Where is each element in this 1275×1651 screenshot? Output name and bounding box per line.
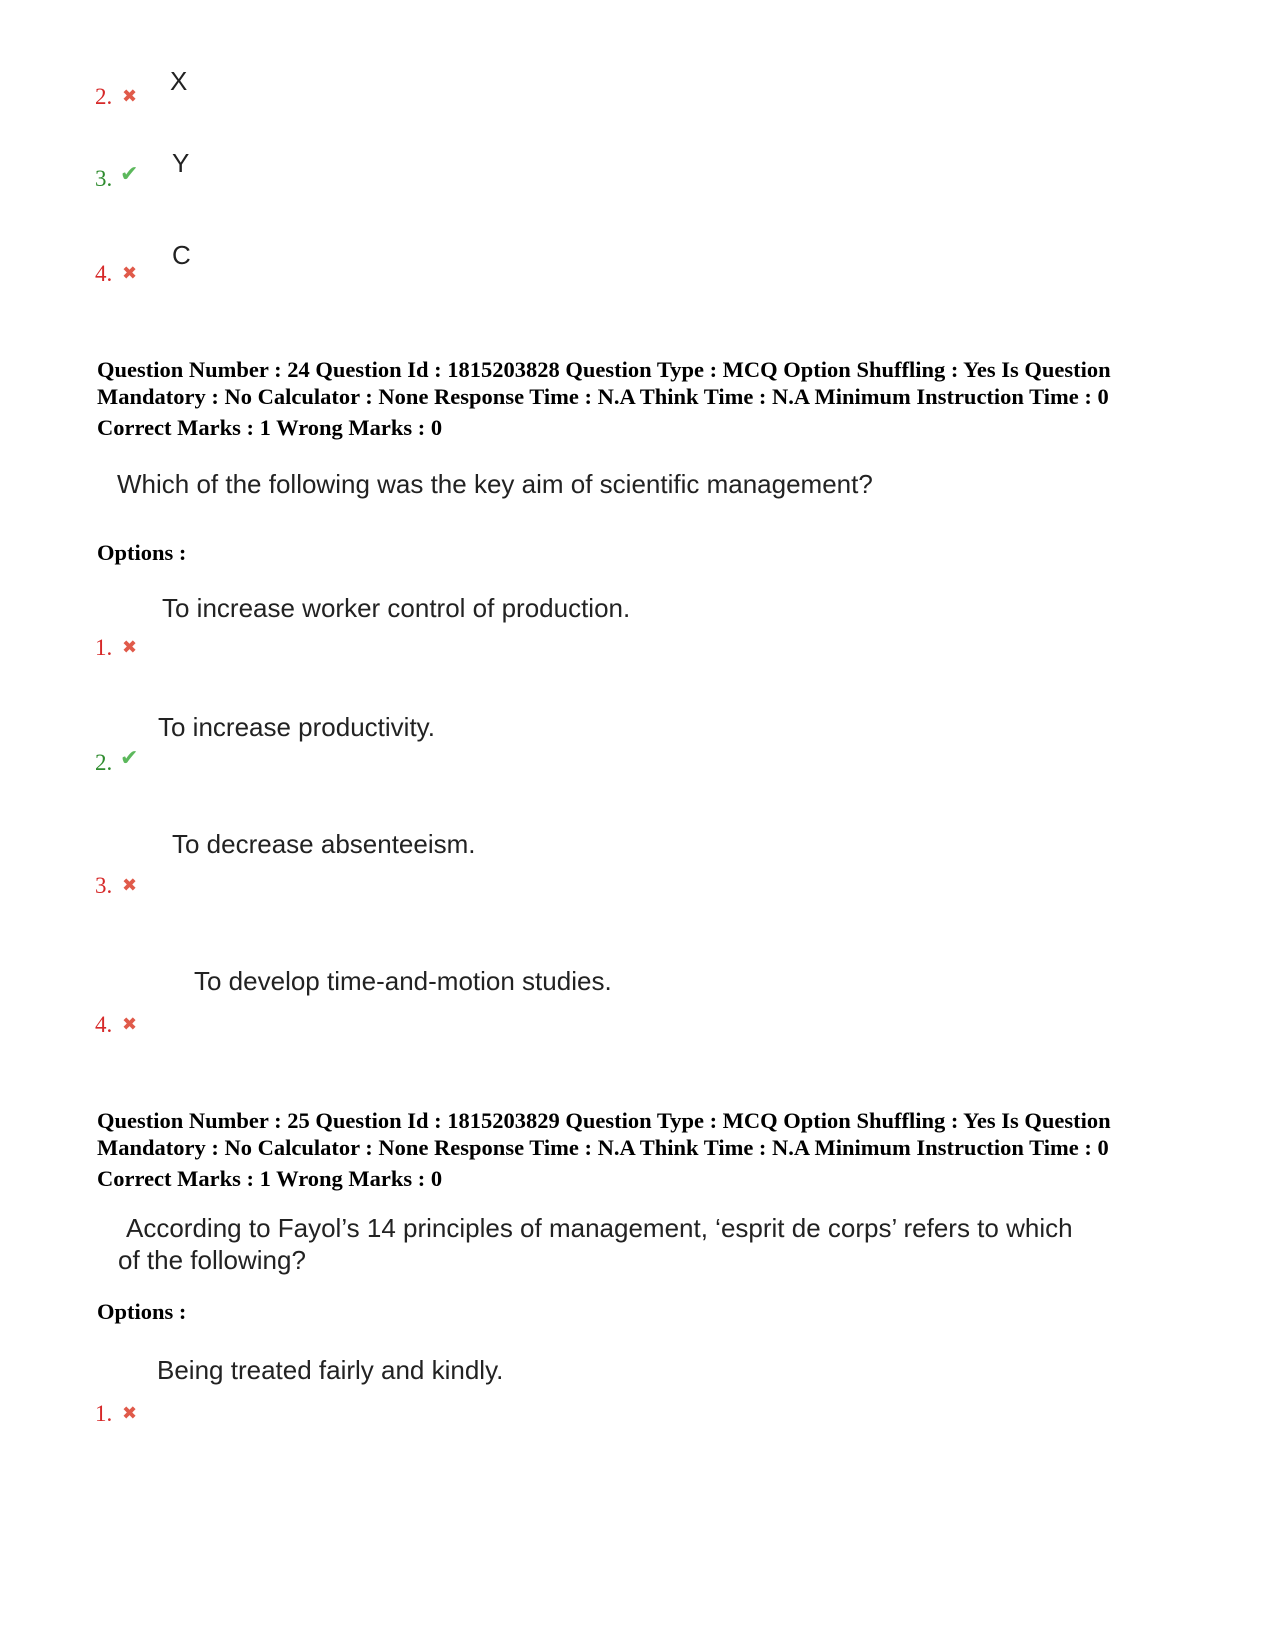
cross-icon: ✖ xyxy=(122,1403,138,1424)
question-meta xyxy=(97,1107,1187,1161)
meta-line-1: Question Number : 25 Question Id : 1815203829 Question Type : MCQ Option Shuffling : Yes Is Question xyxy=(97,1108,1111,1133)
question-text xyxy=(118,1212,1073,1276)
options-label: Options : xyxy=(97,540,187,565)
question-text-line-2: of the following? xyxy=(118,1245,306,1275)
option-text: C xyxy=(172,240,191,270)
option-number: 3. xyxy=(95,873,113,898)
cross-icon: ✖ xyxy=(122,1014,138,1035)
cross-icon: ✖ xyxy=(122,637,138,658)
option-number: 1. xyxy=(95,635,113,660)
option-number: 4. xyxy=(95,261,113,286)
meta-line-1: Question Number : 24 Question Id : 1815203828 Question Type : MCQ Option Shuffling : Yes Is Question xyxy=(97,357,1111,382)
meta-line-2: Mandatory : No Calculator : None Response Time : N.A Think Time : N.A Minimum Instruction Time : 0 xyxy=(97,384,1109,409)
question-text-line-1: According to Fayol’s 14 principles of management, ‘esprit de corps’ refers to which xyxy=(126,1213,1073,1243)
cross-icon: ✖ xyxy=(122,86,138,107)
question-marks: Correct Marks : 1 Wrong Marks : 0 xyxy=(97,1166,443,1191)
option-number: 4. xyxy=(95,1012,113,1037)
options-label: Options : xyxy=(97,1299,187,1324)
option-text: To develop time-and-motion studies. xyxy=(194,966,612,996)
option-text: X xyxy=(170,66,188,96)
option-number: 2. xyxy=(95,84,113,109)
cross-icon: ✖ xyxy=(122,875,138,896)
option-text: To decrease absenteeism. xyxy=(172,829,476,859)
option-number: 3. xyxy=(95,166,113,191)
option-text: Being treated fairly and kindly. xyxy=(157,1355,504,1385)
option-text: Y xyxy=(172,148,190,178)
question-meta xyxy=(97,356,1187,410)
meta-line-2: Mandatory : No Calculator : None Response Time : N.A Think Time : N.A Minimum Instruction Time : 0 xyxy=(97,1135,1109,1160)
option-number: 2. xyxy=(95,750,113,775)
option-text: To increase worker control of production. xyxy=(162,593,631,623)
cross-icon: ✖ xyxy=(122,263,138,284)
check-icon: ✔ xyxy=(120,162,139,187)
check-icon: ✔ xyxy=(120,746,139,771)
question-marks: Correct Marks : 1 Wrong Marks : 0 xyxy=(97,415,443,440)
option-text: To increase productivity. xyxy=(158,712,435,742)
option-number: 1. xyxy=(95,1401,113,1426)
question-text: Which of the following was the key aim of scientific management? xyxy=(117,469,873,499)
